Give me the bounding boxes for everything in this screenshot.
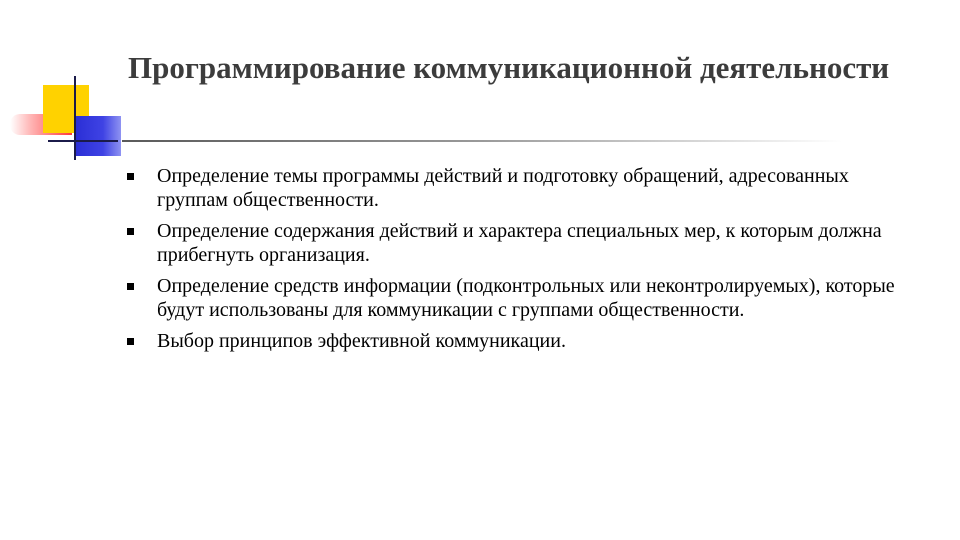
ornament-blue-square xyxy=(76,116,121,156)
ornament-vertical-line xyxy=(74,76,76,160)
bullet-text: Определение темы программы действий и подготовку обращений, адресованных группам общественности. xyxy=(157,165,849,211)
title-underline xyxy=(122,140,842,142)
bullet-item xyxy=(122,219,912,267)
bullet-text: Выбор принципов эффективной коммуникации. xyxy=(157,330,566,352)
square-bullet-icon xyxy=(127,338,134,345)
corner-ornament xyxy=(0,0,140,170)
bullet-list xyxy=(122,164,912,360)
bullet-item xyxy=(122,274,912,322)
square-bullet-icon xyxy=(127,173,134,180)
ornament-horizontal-line xyxy=(48,140,118,142)
bullet-item xyxy=(122,164,912,212)
bullet-text: Определение содержания действий и характера специальных мер, к которым должна прибегнуть организация. xyxy=(157,220,882,266)
square-bullet-icon xyxy=(127,283,134,290)
bullet-text: Определение средств информации (подконтрольных или неконтролируемых), которые будут использованы для коммуникации с группами общественности. xyxy=(157,275,895,321)
square-bullet-icon xyxy=(127,228,134,235)
bullet-item xyxy=(122,329,912,353)
slide-title: Программирование коммуникационной деятельности xyxy=(128,50,890,85)
